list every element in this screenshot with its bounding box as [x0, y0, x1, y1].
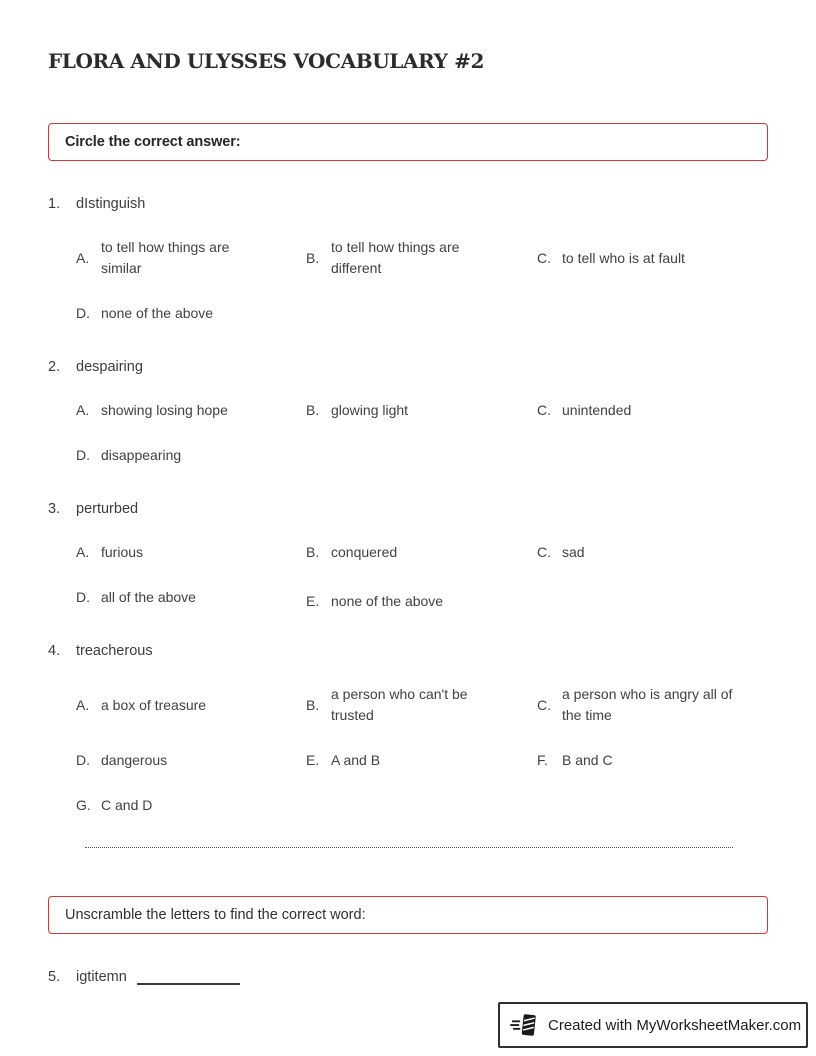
option-text: to tell how things are different: [331, 239, 460, 276]
option-b: [306, 237, 537, 279]
footer-badge: [498, 1002, 808, 1048]
instruction-text: Circle the correct answer:: [65, 134, 241, 150]
option-text: a person who is angry all of the time: [562, 686, 733, 723]
question-head: [48, 643, 768, 659]
option-label: D.: [76, 305, 90, 321]
options-grid: [76, 400, 768, 466]
option-text: dangerous: [101, 752, 168, 768]
option-label: G.: [76, 797, 91, 813]
option-a: [76, 237, 306, 279]
option-c: [537, 237, 768, 279]
option-label: E.: [306, 593, 320, 609]
option-text: to tell who is at fault: [562, 249, 685, 266]
question-1: [48, 196, 768, 324]
question-number: 5.: [48, 969, 61, 985]
option-label: B.: [306, 249, 320, 266]
option-text: none of the above: [331, 593, 444, 609]
options-grid: [76, 684, 768, 816]
option-d: [76, 303, 306, 324]
question-5: [48, 969, 768, 985]
question-number: 2.: [48, 359, 61, 375]
option-text: showing losing hope: [101, 402, 228, 418]
option-text: A and B: [331, 752, 381, 768]
question-number: 4.: [48, 643, 61, 659]
option-label: D.: [76, 447, 90, 463]
option-c: [537, 684, 768, 726]
option-text: none of the above: [101, 305, 214, 321]
option-label: A.: [76, 249, 90, 266]
option-text: a person who can't be trusted: [331, 686, 468, 723]
option-label: C.: [537, 249, 551, 266]
question-word: dIstinguish: [76, 196, 146, 212]
question-head: [48, 196, 768, 212]
option-label: A.: [76, 402, 90, 418]
question-2: [48, 359, 768, 466]
question-word: perturbed: [76, 501, 139, 517]
question-number: 1.: [48, 196, 61, 212]
option-a: [76, 684, 306, 726]
option-label: F.: [537, 752, 548, 768]
option-text: furious: [101, 544, 144, 560]
worksheet-maker-logo-icon: [510, 1010, 540, 1040]
option-text: C and D: [101, 797, 153, 813]
option-text: unintended: [562, 402, 632, 418]
question-3: [48, 501, 768, 608]
option-text: a box of treasure: [101, 696, 207, 713]
question-head: [48, 501, 768, 517]
question-word: despairing: [76, 359, 143, 375]
option-label: D.: [76, 589, 90, 605]
footer-credit-text: Created with MyWorksheetMaker.com: [548, 1016, 802, 1034]
option-text: disappearing: [101, 447, 182, 463]
option-f: [537, 750, 768, 771]
option-text: sad: [562, 544, 585, 560]
option-a: [76, 400, 306, 421]
page-title: FLORA AND ULYSSES VOCABULARY #2: [48, 49, 484, 73]
answer-blank: [137, 983, 240, 985]
option-text: B and C: [562, 752, 613, 768]
option-d: [76, 750, 306, 771]
option-d: [76, 445, 306, 466]
option-c: [537, 542, 768, 563]
option-label: C.: [537, 402, 551, 418]
option-label: A.: [76, 544, 90, 560]
question-number: 3.: [48, 501, 61, 517]
option-text: glowing light: [331, 402, 409, 418]
option-label: A.: [76, 696, 90, 713]
option-label: C.: [537, 544, 551, 560]
option-c: [537, 400, 768, 421]
dotted-divider: [85, 847, 733, 848]
options-grid: [76, 542, 768, 608]
instruction-box-circle: [48, 123, 768, 161]
option-text: conquered: [331, 544, 398, 560]
question-4: [48, 643, 768, 816]
instruction-text: Unscramble the letters to find the correct word:: [65, 907, 366, 923]
option-label: D.: [76, 752, 90, 768]
option-label: B.: [306, 544, 320, 560]
option-d: [76, 587, 306, 608]
option-e: [306, 591, 537, 612]
option-b: [306, 400, 537, 421]
option-label: C.: [537, 696, 551, 713]
options-grid: [76, 237, 768, 324]
option-label: E.: [306, 752, 320, 768]
option-e: [306, 750, 537, 771]
question-word: igtitemn: [76, 969, 127, 985]
option-b: [306, 684, 537, 726]
option-label: B.: [306, 402, 320, 418]
option-text: all of the above: [101, 589, 196, 605]
option-label: B.: [306, 696, 320, 713]
question-head: [48, 359, 768, 375]
option-text: to tell how things are similar: [101, 239, 230, 276]
option-g: [76, 795, 306, 816]
option-a: [76, 542, 306, 563]
question-word: treacherous: [76, 643, 153, 659]
instruction-box-unscramble: [48, 896, 768, 934]
option-b: [306, 542, 537, 563]
